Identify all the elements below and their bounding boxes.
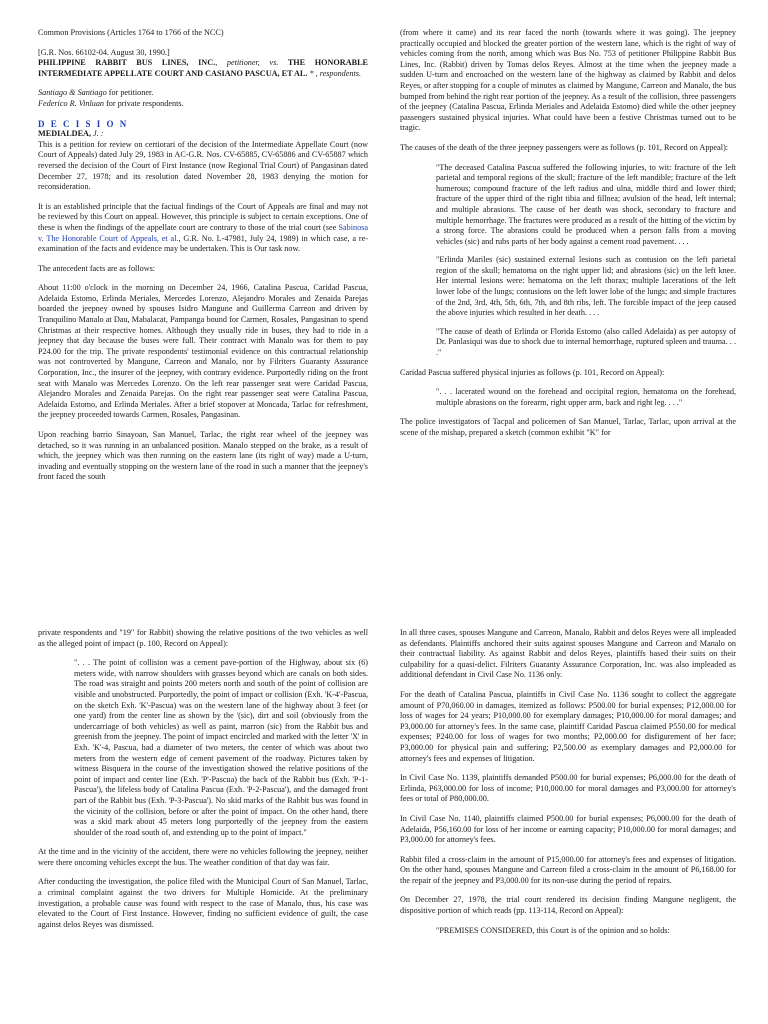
paragraph: The police investigators of Tacpal and policemen of San Manuel, Tarlac, Tarlac, upon arrival at the scene of the mishap, prepared a sketch (common exhibit "K" for	[400, 417, 736, 437]
ponente	[38, 129, 368, 140]
block-quote	[436, 387, 736, 408]
quote-paragraph: ". . . lacerated wound on the forehead and occipital region, hematoma on the forehead, multiple abrasions on the forearm, right upper arm, back and right leg. . . ."	[436, 387, 736, 407]
quote-paragraph: ". . . The point of collision was a cement pave-portion of the Highway, about six (6) meters wide, with narrow shoulders with grasses beyond which are canals on both sides. The road was straight and points 200 meters north and south of the point of collision are visible and unobstructed. Purportedly, the point of impact or collision (Exh. 'K-4'-Pascua, on the sketch Exh. 'K'-Pascua) was on the western lane of the highway about 3 feet (or one yard) from the center line as shown by the '(sic), dirt and soil (obviously from the undercarriage of both vehicles) as well as paint, marron (sic) from the Rabbit bus and greenish from the jeepney. The point of impact encircled and marked with the letter 'X' in Exh. 'K'-4, Pascua, had a diameter of two meters, the center of which was about two meters from the western edge of cement pavement of the roadway. Pictures taken by witness Bisquera in the course of the investigation showed the relative positions of the point of impact and center line (Exh. 'P'-Pascua) the back of the Rabbit bus (Exh. 'P-1-Pascua'), the lifeless body of Catalina Pascua (Exh. 'P-2-Pascua'), and the damaged front part of the Rabbit bus (Exh. 'P-3-Pascua'). No skid marks of the Rabbit bus was found in the vicinity of the collision, before or after the point of impact. On the other hand, there was a skid mark about 45 meters long purportedly of the jeepney from the eastern shoulder of the road south of, and extending up to the point of impact."	[74, 658, 368, 837]
page-1-left-column	[38, 28, 368, 492]
quote-paragraph: "Erlinda Mariles (sic) sustained external lesions such as contusion on the left parietal region of the skull; hematoma on the right upper lid; and abrasions (sic) on the left knee. Her internal lesions were: hematoma on the left thorax; multiple lacerations of the left lower lobe of the lungs; contusions on the left lower lobe of the lungs; and simple fractures of the 2nd, 3rd, 4th, 5th, 6th, 7th, and 8th ribs, left. The forcible impact of the jeep caused the above injuries which resulted in her death. . . .	[436, 255, 736, 318]
paragraph: For the death of Catalina Pascua, plaintiffs in Civil Case No. 1136 sought to collect the aggregate amount of P70,060.00 in damages, itemized as follows: P500.00 for burial expenses; P12,000.00 for loss of wages for 24 years; P10,000.00 for exemplary damages; P10,000.00 for moral damages; and P3,000.00 for attorney's fees. In the same case, plaintiff Caridad Pascua claimed P550.00 for medical expenses; P240.00 for loss of wages for two months; P2,000.00 for disfigurement of her face; P3,000.00 for physical pain and suffering; P2,500.00 as exemplary damages and P2,000.00 for attorney's fees and expenses of litigation.	[400, 689, 736, 763]
quote-paragraph: "PREMISES CONSIDERED, this Court is of the opinion and so holds:	[436, 925, 670, 935]
document-page-2	[0, 512, 768, 1024]
ponente-suffix: J. :	[91, 129, 104, 139]
counsel-private-name: Federico R. Vinluan	[38, 98, 105, 108]
paragraph: On December 27, 1978, the trial court rendered its decision finding Mangune negligent, the dispositive portion of which reads (pp. 113-114, Record on Appeal):	[400, 895, 736, 916]
paragraph: Upon reaching barrio Sinayoan, San Manuel, Tarlac, the right rear wheel of the jeepney was detached, so it was running in an unbalanced position. Manalo stepped on the brake, as a result of which, the jeepney which was then running on the eastern lane (its right of way) made a U-turn, invading and eventually stopping on the western lane of the road in such a manner that the jeepney's front faced the south	[38, 430, 368, 482]
case-number: [G.R. Nos. 66102-04. August 30, 1990.]	[38, 47, 170, 57]
paragraph: This is a petition for review on certiorari of the decision of the Intermediate Appellate Court (now Court of Appeals) dated July 29, 1983 in AC-G.R. Nos. CV-65885, CV-65886 and CV-65887 which reversed the decision of the Court of First Instance (now Regional Trial Court) of Pangasinan dated December 27, 1978; and its resolution dated November 28, 1983 denying the motion for reconsideration.	[38, 139, 368, 192]
petitioner-name: PHILIPPINE RABBIT BUS LINES, INC.	[38, 58, 216, 68]
paragraph: Rabbit filed a cross-claim in the amount of P15,000.00 for attorney's fees and expenses of litigation. On the other hand, spouses Mangune and Carreon filed a cross-claim in the amount of P6,168.00 for the repair of the jeepney and P3,000.00 for its non-use during the period of repairs.	[400, 854, 736, 885]
paragraph-text: It is an established principle that the factual findings of the Court of Appeals are final and may not be reviewed by this Court on appeal. However, this principle is subject to certain exceptions. One of these is when the findings of the appellate court are contrary to those of the trial court (see	[38, 201, 368, 232]
page-2-right-column	[400, 628, 736, 945]
paragraph: After conducting the investigation, the police filed with the Municipal Court of San Manuel, Tarlac, a criminal complaint against the two drivers for Multiple Homicide. At the preliminary investigation, a probable cause was found with respect to the case of Manalo, thus, his case was elevated to the Court of First Instance. However, finding no sufficient evidence of guilt, the case against delos Reyes was dismissed.	[38, 877, 368, 929]
counsel-petitioner-name: Santiago & Santiago	[38, 88, 107, 98]
case-parties	[38, 58, 368, 79]
quote-paragraph: "The deceased Catalina Pascua suffered the following injuries, to wit: fracture of the left parietal and temporal regions of the skull; fracture of the left mandible; fracture of the left humerous; compound fracture of the left radius and ulna, middle third and lower third; fracture of the upper third of the right tibia and fillnea; avulsion of the head, left internal; and multiple abrasions. The cause of her death was shock, secondary to fracture and multiple hemorrhage. The fractures were produced as a result of the hitting of the victim by a strong force. The abrasions could be produced when a person falls from a moving vehicles (sic) and rubs parts of her body against a cement road pavement. . . .	[436, 162, 736, 246]
counsel-private	[38, 99, 368, 110]
paragraph: (from where it came) and its rear faced the north (towards where it was going). The jeepney practically occupied and blocked the greater portion of the western lane, which is the right of way of vehicles coming from the north, among which was Bus No. 753 of petitioner Philippine Rabbit Bus Lines, Inc. (Rabbit) driven by Tomas delos Reyes. Almost at the time when the jeepney made a sudden U-turn and encroached on the western lane of the highway as claimed by Rabbit and delos Reyes, or after stopping for a couple of minutes as claimed by Mangune, Carreon and Manalo, the bus bumped from behind the right rear portion of the jeepney. As a result of the collision, three passengers of the jeepney (Catalina Pascua, Erlinda Meriales and Adelaida Estomo) died while the other jeepney passengers sustained physical injuries. What could have been a festive Christmas turned out to be tragic.	[400, 28, 736, 133]
paragraph: At the time and in the vicinity of the accident, there were no vehicles following the jeepney, neither were there oncoming vehicles except the bus. The weather condition of that day was fair.	[38, 847, 368, 867]
respondent-label: * , respondents.	[307, 68, 362, 78]
page-2-left-column	[38, 628, 368, 939]
paragraph: In all three cases, spouses Mangune and Carreon, Manalo, Rabbit and delos Reyes were all impleaded as defendants. Plaintiffs anchored their suits against spouses Mangune and Carreon and Manalo on their contractual liability. As against Rabbit and delos Reyes, plaintiffs based their suits on their culpability for a quasi-delict. Filriters Guaranty Assurance Corporation, Inc. was also impleaded as additional defendant in Civil Case No. 1136 only.	[400, 628, 736, 680]
counsel-private-role: for private respondents.	[104, 98, 184, 108]
paragraph: In Civil Case No. 1139, plaintiffs demanded P500.00 for burial expenses; P6,000.00 for the death of Erlinda, P63,000.00 for loss of income; P10,000.00 for moral damages and P3,000.00 for attorney's fees or total of P80,000.00.	[400, 773, 736, 804]
quote-paragraph: "The cause of death of Erlinda or Florida Estomo (also called Adelaida) as per autopsy of Dr. Panlasiqui was due to shock due to internal hemorrhage, ruptured spleen and trauma. . . ."	[436, 326, 736, 358]
counsel-petitioner	[38, 88, 368, 99]
paragraph: private respondents and "19" for Rabbit) showing the relative positions of the two vehicles as well as the alleged point of impact (p. 100, Record on Appeal):	[38, 628, 368, 648]
petitioner-label: , petitioner, vs.	[215, 58, 279, 68]
paragraph: About 11:00 o'clock in the morning on December 24, 1966, Catalina Pascua, Caridad Pascua, Adelaida Estomo, Erlinda Meriales, Mercedes Lorenzo, Alejandro Morales and Zenaida Parejas boarded the jeepney owned by spouses Isidro Mangune and Guillerma Carreon and driven by Tranquilino Manalo at Dau, Mabalacat, Pampanga bound for Carmen, Rosales, Pangasinan to spend Christmas at their respective homes. Although they usually ride in buses, they had to ride in a jeepney that day because the buses were full. Their contract with Manalo was for them to pay P24.00 for the trip. The private respondents' testimonial evidence on this contractual relationship was not controverted by Mangune, Carreon and Manalo, nor by Filriters Guaranty Assurance Corporation, Inc., the insurer of the jeepney, with contrary evidence. Purportedly riding on the front seat with Manalo was Mercedes Lorenzo. On the left rear passenger seat were Caridad Pascua, Alejandro Morales and Zenaida Parejas. On the right rear passenger seat were Catalina Pascua, Adelaida Estomo, and Erlinda Meriales. After a brief stopover at Moncada, Tarlac for refreshment, the jeepney proceeded towards Carmen, Rosales, Pangasinan.	[38, 283, 368, 420]
respondent-name: THE HONORABLE INTERMEDIATE APPELLATE COURT AND CASIANO PASCUA, ET AL.	[38, 58, 369, 78]
ponente-name: MEDIALDEA,	[38, 129, 91, 139]
paragraph-text: , G.R. No. L-47981, July 24, 1989) in which case, a re-examination of the facts and evidence may be undertaken. This is Our task now.	[38, 233, 368, 254]
article-caption: Common Provisions (Articles 1764 to 1766 of the NCC)	[38, 28, 224, 37]
paragraph	[38, 202, 368, 255]
page-1-right-column	[400, 28, 736, 448]
block-quote	[436, 163, 736, 359]
paragraph: Caridad Pascua suffered physical injuries as follows (p. 101, Record on Appeal):	[400, 367, 665, 377]
counsel-petitioner-role: for petitioner.	[106, 88, 154, 98]
paragraph: The antecedent facts are as follows:	[38, 263, 156, 273]
citation-link[interactable]: Sabinosa v. The Honorable Court of Appeals, et al.	[38, 222, 368, 243]
block-quote	[74, 658, 368, 838]
decision-heading: D E C I S I O N	[38, 118, 129, 129]
block-quote	[436, 926, 736, 937]
paragraph: In Civil Case No. 1140, plaintiffs claimed P500.00 for burial expenses; P6,000.00 for the death of Adelaida, P56,160.00 for loss of her income or earning capacity; P10,000.00 for moral damages; and P3,000.00 for attorney's fees.	[400, 813, 736, 845]
paragraph: The causes of the death of the three jeepney passengers were as follows (p. 101, Record on Appeal):	[400, 142, 729, 152]
